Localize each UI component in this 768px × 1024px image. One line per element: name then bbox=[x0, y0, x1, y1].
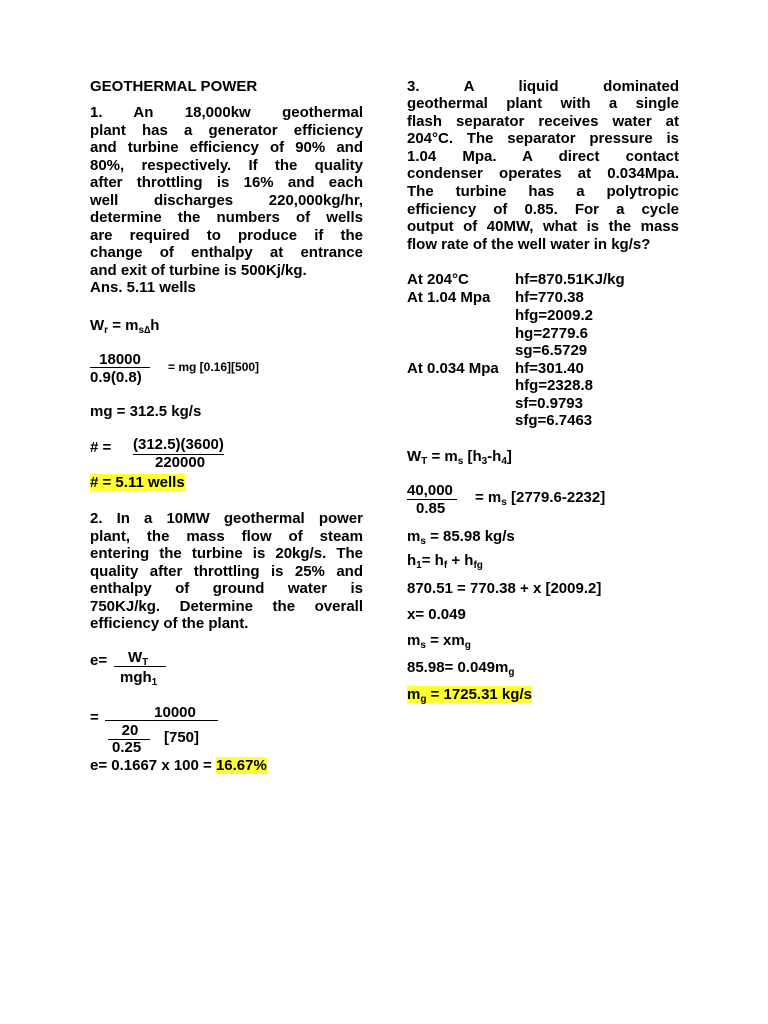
problem-line: determine the numbers of wells bbox=[90, 209, 363, 226]
equation-result bbox=[407, 686, 532, 704]
problem-line: 2. In a 10MW geothermal power bbox=[90, 510, 363, 527]
fraction-numerator: $W_T$ bbox=[128, 649, 149, 668]
table-value: hf=301.40 bbox=[515, 360, 584, 377]
problem-line: efficiency of 0.85. For a cycle bbox=[407, 201, 679, 218]
table-label: At 1.04 Mpa bbox=[407, 289, 491, 306]
table-label: At 204°C bbox=[407, 271, 469, 288]
table-value: sg=6.5729 bbox=[515, 342, 588, 359]
equation-factor: [750] bbox=[164, 729, 200, 746]
fraction-numerator: 18000 bbox=[99, 351, 141, 368]
fraction-denominator: mgh$_1$ bbox=[120, 669, 158, 688]
problem-line: 3. A liquid dominated bbox=[407, 78, 679, 95]
problem-line: 1. An 18,000kw geothermal bbox=[90, 104, 363, 121]
table-label: At 0.034 Mpa bbox=[407, 360, 499, 377]
problem-line: entering the turbine is 20kg/s. The bbox=[90, 545, 363, 562]
equation-work: 870.51 = 770.38 + x [2009.2] bbox=[407, 580, 602, 597]
answer: Ans. 5.11 wells bbox=[90, 279, 196, 296]
problem-line: plant has a generator efficiency bbox=[90, 122, 363, 139]
equation-result: mg = 312.5 kg/s bbox=[90, 403, 202, 420]
problem-line: and turbine efficiency of 90% and bbox=[90, 139, 363, 156]
equation-result: e= 0.1667 x 100 = 16.67% bbox=[90, 757, 267, 774]
equation-work: $W_r = m_{s\Delta}h$ bbox=[90, 317, 160, 336]
problem-line: well discharges 220,000kg/hr, bbox=[90, 192, 363, 209]
fraction-bar bbox=[90, 367, 150, 368]
table-value: hfg=2009.2 bbox=[515, 307, 593, 324]
equation-rhs: = mg [0.16][500] bbox=[168, 360, 260, 374]
table-value: hfg=2328.8 bbox=[515, 377, 593, 394]
equation-work: $W_T = m_s$ $[h_3-h_4]$ bbox=[407, 448, 512, 467]
equation-work: $m_s = xm_g$ bbox=[407, 632, 471, 651]
equation-rhs: = $m_s$ [2779.6-2232] bbox=[475, 489, 606, 508]
fraction-bar bbox=[105, 720, 218, 721]
table-value: hg=2779.6 bbox=[515, 325, 588, 342]
problem-line: geothermal plant with a single bbox=[407, 95, 679, 112]
equation-work: $m_s = 85.98$ kg/s bbox=[407, 528, 515, 547]
inner-denominator: 0.25 bbox=[112, 739, 142, 756]
problem-line: plant, the mass flow of steam bbox=[90, 528, 363, 545]
equation-lhs: # = bbox=[90, 439, 112, 456]
problem-line: output of 40MW, what is the mass bbox=[407, 218, 679, 235]
problem-line: change of enthalpy at entrance bbox=[90, 244, 363, 261]
problem-line: 1.04 Mpa. A direct contact bbox=[407, 148, 679, 165]
table-value: sfg=6.7463 bbox=[515, 412, 593, 429]
fraction-numerator: 40,000 bbox=[407, 482, 453, 499]
inner-numerator: 20 bbox=[121, 722, 139, 739]
problem-line: flash separator receives water at bbox=[407, 113, 679, 130]
table-value: hf=770.38 bbox=[515, 289, 584, 306]
fraction-numerator: (312.5)(3600) bbox=[133, 436, 224, 453]
problem-line: The turbine has a polytropic bbox=[407, 183, 679, 200]
equation-work: $85.98= 0.049m_g$ bbox=[407, 659, 515, 678]
problem-line: efficiency of the plant. bbox=[90, 615, 249, 632]
highlighted-result: $m_g = 1725.31$ kg/s bbox=[407, 686, 532, 705]
problem-line: enthalpy of ground water is bbox=[90, 580, 363, 597]
fraction-denominator: 0.9(0.8) bbox=[90, 369, 142, 386]
problem-line: 80%, respectively. If the quality bbox=[90, 157, 363, 174]
problem-line: quality after throttling is 25% and bbox=[90, 563, 363, 580]
problem-line: are required to produce if the bbox=[90, 227, 363, 244]
fraction-numerator: 10000 bbox=[154, 704, 196, 721]
equation-work: $h_1= h_f + h_{fg}$ bbox=[407, 552, 483, 571]
highlighted-result: # = 5.11 wells bbox=[90, 474, 185, 491]
problem-line: after throttling is 16% and each bbox=[90, 174, 363, 191]
highlighted-result: 16.67% bbox=[215, 757, 267, 774]
document-title: GEOTHERMAL POWER bbox=[90, 78, 258, 95]
problem-line: 750KJ/kg. Determine the overall bbox=[90, 598, 363, 615]
problem-line: 204°C. The separator pressure is bbox=[407, 130, 679, 147]
table-value: hf=870.51KJ/kg bbox=[515, 271, 625, 288]
problem-line: flow rate of the well water in kg/s? bbox=[407, 236, 651, 253]
equation-lhs: e= bbox=[90, 652, 108, 669]
equation-lhs: = bbox=[90, 709, 99, 726]
equation-work: x= 0.049 bbox=[407, 606, 466, 623]
problem-line: condenser operates at 0.034Mpa. bbox=[407, 165, 679, 182]
fraction-denominator: 0.85 bbox=[416, 500, 446, 517]
problem-line: and exit of turbine is 500Kj/kg. bbox=[90, 262, 307, 279]
fraction-denominator: 220000 bbox=[155, 454, 206, 471]
table-value: sf=0.9793 bbox=[515, 395, 583, 412]
